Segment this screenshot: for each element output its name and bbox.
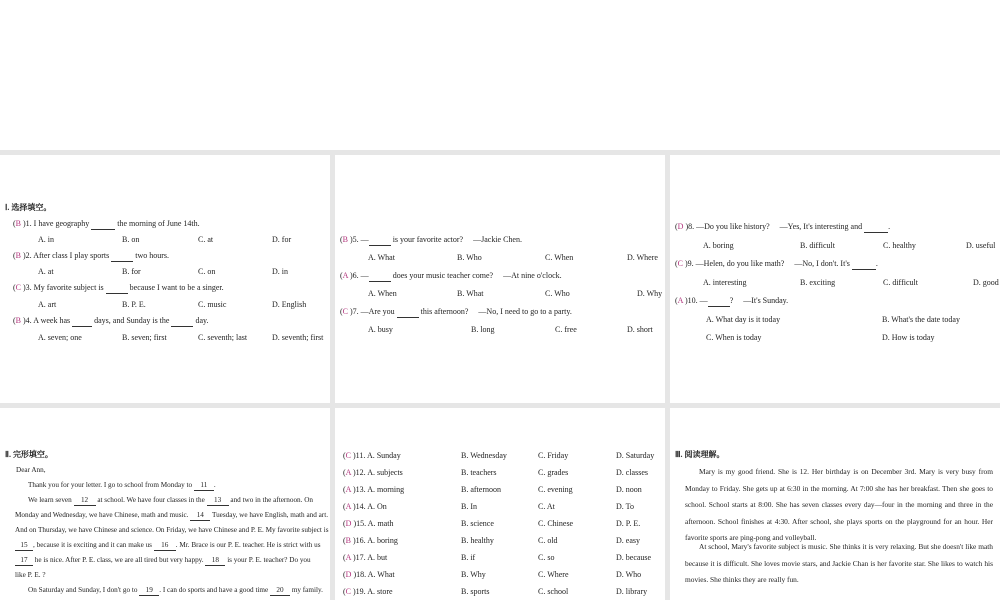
option[interactable]: D. To [616, 502, 634, 511]
section-title: Ⅱ. 完形填空。 [5, 450, 53, 459]
question-3: (C )3. My favorite subject is because I want to be a singer. [13, 283, 224, 292]
option[interactable]: D. for [272, 235, 292, 244]
option[interactable]: D. library [616, 587, 648, 596]
question-1: (B )1. I have geography the morning of June 14th. [13, 219, 200, 228]
option[interactable]: B. Who [457, 253, 482, 262]
question-10: (A )10. — ? —It's Sunday. [675, 296, 789, 305]
letter-greeting: Dear Ann, [16, 466, 46, 474]
cloze-question-12: (A )12. A. subjects [343, 468, 403, 477]
passage-line: 17 he is nice. After P. E. class, we are all tired but very happy. 18 is your P. E. teacher? Do you [15, 555, 311, 566]
panel-cloze-passage [0, 408, 330, 600]
cloze-question-18: (D )18. A. What [343, 570, 395, 579]
question-5: (B )5. — is your favorite actor? —Jackie Chen. [340, 235, 522, 244]
option[interactable]: A. What day is it today [706, 315, 781, 324]
option[interactable]: D. Who [616, 570, 642, 579]
option[interactable]: C. free [555, 325, 577, 334]
passage-line: We learn seven 12 at school. We have four classes in the 13 and two in the afternoon. On [28, 496, 314, 504]
option[interactable]: B. P. E. [122, 300, 146, 309]
option[interactable]: C. Friday [538, 451, 569, 460]
question-6: (A )6. — does your music teacher come? —At nine o'clock. [340, 271, 562, 280]
option[interactable]: A. What [368, 253, 395, 262]
option[interactable]: A. boring [703, 241, 734, 250]
option[interactable]: C. old [538, 536, 558, 545]
option[interactable]: B. if [461, 553, 476, 562]
option[interactable]: B. for [122, 267, 141, 276]
option[interactable]: D. P. E. [616, 519, 641, 528]
cloze-question-13: (A )13. A. morning [343, 485, 405, 494]
option[interactable]: A. interesting [703, 278, 747, 287]
answer-4: B [15, 316, 22, 325]
option[interactable]: C. grades [538, 468, 569, 477]
cloze-question-15: (D )15. A. math [343, 519, 394, 528]
option[interactable]: B. seven; first [122, 333, 167, 342]
option[interactable]: D. Where [627, 253, 658, 262]
cloze-question-19: (C )19. A. store [343, 587, 393, 596]
option[interactable]: D. in [272, 267, 288, 276]
cloze-question-11: (C )11. A. Sunday [343, 451, 401, 460]
option[interactable]: D. How is today [882, 333, 935, 342]
option[interactable]: C. so [538, 553, 555, 562]
option[interactable]: C. difficult [883, 278, 918, 287]
option[interactable]: D. seventh; first [272, 333, 324, 342]
option[interactable]: D. noon [616, 485, 642, 494]
option[interactable]: D. English [272, 300, 307, 309]
option[interactable]: B. sports [461, 587, 490, 596]
option[interactable]: D. useful [966, 241, 996, 250]
answer-10: A [677, 296, 684, 305]
panel-choice-1 [0, 155, 330, 403]
option[interactable]: D. easy [616, 536, 640, 545]
passage-line: Thank you for your letter. I go to school from Monday to 11 . [28, 481, 216, 489]
option[interactable]: A. seven; one [38, 333, 82, 342]
cloze-question-17: (A )17. A. but [343, 553, 388, 562]
reading-paragraph-2: At school, Mary's favorite subject is music. She thinks it is very relaxing. But she doesn't like math because it is difficult. She loves movie stars, and Jackie Chan is her favorite star. She likes to watch his movies. She thinks they are really fun. [685, 542, 993, 585]
answer-1: B [15, 219, 22, 228]
panel-choice-2 [335, 155, 665, 403]
answer-8: D [677, 222, 684, 231]
option[interactable]: C. school [538, 587, 569, 596]
option[interactable]: A. busy [368, 325, 393, 334]
option[interactable]: C. at [198, 235, 214, 244]
option[interactable]: D. short [627, 325, 653, 334]
option[interactable]: B. exciting [800, 278, 836, 287]
option[interactable]: C. healthy [883, 241, 916, 250]
option[interactable]: A. When [368, 289, 397, 298]
option[interactable]: A. at [38, 267, 54, 276]
option[interactable]: D. because [616, 553, 652, 562]
answer-3: C [15, 283, 22, 292]
passage-line: Monday and Wednesday, we have Chinese, math and music. 14 Tuesday, we have English, math and art. [15, 511, 328, 519]
option[interactable]: C. seventh; last [198, 333, 248, 342]
passage-line: On Saturday and Sunday, I don't go to 19 . I can do sports and have a good time 20 my family. [28, 586, 323, 594]
answer-9: C [677, 259, 684, 268]
option[interactable]: C. Where [538, 570, 569, 579]
answer-6: A [342, 271, 349, 280]
reading-paragraph-1: Mary is my good friend. She is 12. Her birthday is on December 3rd. Mary is very busy from Monday to Friday. She gets up at 6:30 in the morning. At 7:00 she has her breakfast. Then she goes to school. School starts at 8:00. She has seven classes every day—four in the morning and three in the afternoon. School finishes at 4:30. After school, she plays sports on the playground for an hour. Her favorite sports are ping-pong and volleyball. [685, 467, 993, 543]
option[interactable]: C. Who [545, 289, 570, 298]
option[interactable]: C. When [545, 253, 574, 262]
option[interactable]: B. What's the date today [882, 315, 960, 324]
top-blank-area [0, 0, 1000, 150]
option[interactable]: B. Why [461, 570, 486, 579]
passage-line: And on Thursday, we have Chinese and science. On Friday, we have Chinese and P. E. My favorite subject is [15, 526, 329, 534]
option[interactable]: B. long [471, 325, 495, 334]
section-title: Ⅲ. 阅读理解。 [675, 450, 725, 459]
answer-2: B [15, 251, 22, 260]
panel-choice-3 [670, 155, 1000, 403]
panel-cloze-options [335, 408, 665, 600]
option[interactable]: C. When is today [706, 333, 762, 342]
option[interactable]: D. Why [637, 289, 663, 298]
question-8: (D )8. —Do you like history? —Yes, It's interesting and . [675, 222, 891, 231]
option[interactable]: B. In [461, 502, 477, 511]
option[interactable]: B. difficult [800, 241, 835, 250]
option[interactable]: B. healthy [461, 536, 494, 545]
question-9: (C )9. —Helen, do you like math? —No, I don't. It's . [675, 259, 878, 268]
option[interactable]: B. science [461, 519, 494, 528]
cloze-question-14: (A )14. A. On [343, 502, 387, 511]
option[interactable]: C. on [198, 267, 216, 276]
option[interactable]: A. art [38, 300, 57, 309]
option[interactable]: D. good [973, 278, 999, 287]
option[interactable]: D. classes [616, 468, 648, 477]
cloze-question-16: (B )16. A. boring [343, 536, 398, 545]
option[interactable]: B. What [457, 289, 484, 298]
question-4: (B )4. A week has days, and Sunday is the day. [13, 316, 209, 325]
option[interactable]: D. Saturday [616, 451, 655, 460]
option[interactable]: B. afternoon [461, 485, 501, 494]
option[interactable]: B. on [122, 235, 140, 244]
passage-line: like P. E. ? [15, 571, 46, 579]
question-2: (B )2. After class I play sports two hours. [13, 251, 169, 260]
option[interactable]: A. in [38, 235, 54, 244]
option[interactable]: B. teachers [461, 468, 497, 477]
answer-5: B [342, 235, 349, 244]
passage-line: 15 , because it is exciting and it can make us 16 . Mr. Brace is our P. E. teacher. He is strict with us [15, 540, 321, 551]
option[interactable]: B. Wednesday [461, 451, 507, 460]
section-title: Ⅰ. 选择填空。 [5, 203, 52, 212]
question-7: (C )7. —Are you this afternoon? —No, I need to go to a party. [340, 307, 572, 316]
panel-reading [670, 408, 1000, 600]
option[interactable]: C. Chinese [538, 519, 574, 528]
option[interactable]: C. evening [538, 485, 573, 494]
option[interactable]: C. music [198, 300, 227, 309]
option[interactable]: C. At [538, 502, 555, 511]
answer-7: C [342, 307, 349, 316]
